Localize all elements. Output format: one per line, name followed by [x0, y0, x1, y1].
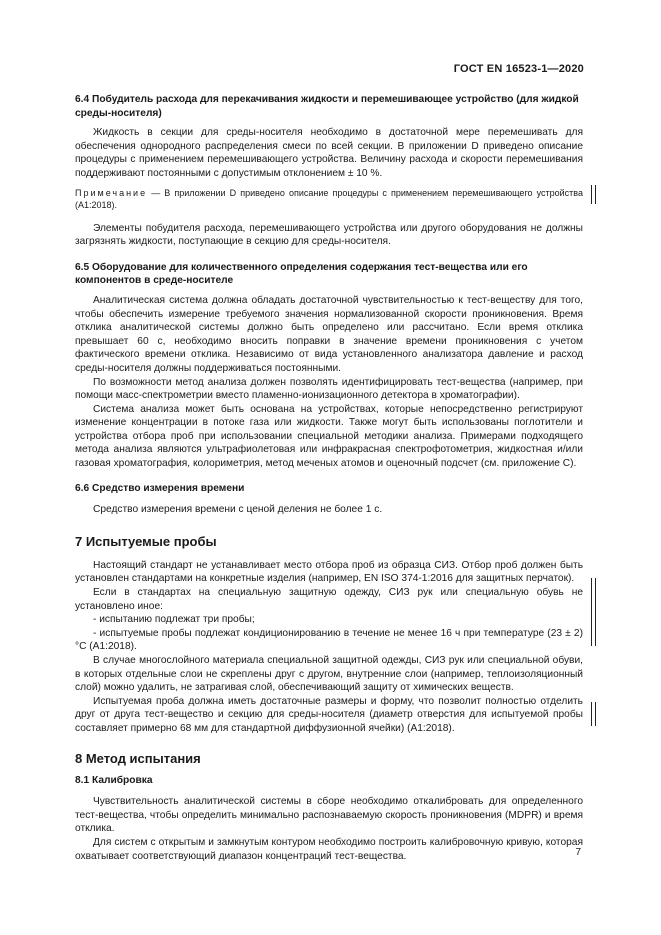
change-bar-section-7-list [591, 578, 595, 646]
document-header-id: ГОСТ EN 16523-1—2020 [453, 63, 584, 75]
section-7-list-item-1: - испытанию подлежат три пробы; [93, 614, 255, 626]
section-7-paragraph-2: Если в стандартах на специальную защитную одежду, СИЗ рук или специальную обувь не установлено иное: [75, 587, 583, 612]
section-8-1-paragraph-1: Чувствительность аналитической системы в сборе необходимо откалибровать для определенного тест-вещества, чтобы определить минимально распознаваемую скорость проникновения (MDPR) и время отклика. [75, 796, 583, 835]
section-7-paragraph-3: В случае многослойного материала специальной защитной одежды, СИЗ рук или специальной обуви, в которых отдельные слои не скреплены друг с другом, внутренние слои (например, теплоизоляционный слой) можно удалить, не затрагивая слой, обеспечивающий защиту от химических веществ. [75, 655, 583, 694]
section-8-1-paragraph-2: Для систем с открытым и замкнутым контуром необходимо построить калибровочную кривую, которая охватывает соответствующий диапазон концентраций тест-вещества. [75, 836, 583, 862]
section-6-4-title: 6.4 Побудитель расхода для перекачивания жидкости и перемешивающее устройство (для жидкой среды-носителя) [75, 94, 579, 119]
change-bar-section-7-sample-size [591, 702, 595, 726]
section-7-title: 7 Испытуемые пробы [75, 533, 217, 549]
section-6-6-paragraph-1: Средство измерения времени с ценой деления не более 1 с. [93, 504, 383, 516]
section-6-5-paragraph-1: Аналитическая система должна обладать достаточной чувствительностью к тест-веществу для того, чтобы обеспечить измерение требуемого значения нормализованной скорости проникновения. Время отклика аналитической системы должно быть определено или рассчитано. Если время отклика превышает 60 с, необходимо вносить поправки в значение времени проникновения с учетом фактического времени отклика. Независимо от вида установленного анализатора давление и расход среды-носителя должны поддерживаться постоянными. [75, 294, 583, 374]
section-6-4-paragraph-2: Элементы побудителя расхода, перемешивающего устройства или другого оборудования не должны загрязнять жидкости, поступающие в секцию для среды-носителя. [75, 222, 583, 248]
section-6-4-note [75, 187, 583, 212]
section-6-4-paragraph-1: Жидкость в секции для среды-носителя необходимо в достаточной мере перемешивать для обеспечения однородного распределения смеси по всей секции. В приложении D приведено описание процедуры с применением перемешивающего устройства. Величину расхода и скорости перемешивания поддерживают постоянными с допустимым отклонением ± 10 %. [75, 127, 583, 179]
page-number: 7 [575, 847, 581, 858]
section-6-5-paragraph-2: По возможности метод анализа должен позволять идентифицировать тест-вещества (например, при помощи масс-спектрометрии вместо пламенно-ионизационного детектора в хроматографии). [75, 376, 583, 402]
section-8-title: 8 Метод испытания [75, 750, 201, 766]
section-7-paragraph-4: Испытуемая проба должна иметь достаточные размеры и форму, что позволит полностью отделить друг от друга тест-вещество и секцию для среды-носителя (диаметр отверстия для испытуемой пробы составляет примерно 68 мм для стандартной диффузионной ячейки) (А1:2018). [75, 695, 583, 734]
section-7-paragraph-1: Настоящий стандарт не устанавливает место отбора проб из образца СИЗ. Отбор проб должен быть установлен стандартами на конкретные изделия (например, EN ISO 374-1:2016 для защитных перчаток). [75, 559, 583, 585]
note-text: — В приложении D приведено описание процедуры с применением перемешивающего устройства (А1:2018). [75, 187, 583, 211]
section-6-5-paragraph-3: Система анализа может быть основана на устройствах, которые непосредственно регистрируют изменение концентрации в потоке газа или жидкости. Также могут быть использованы поглотители и устройства отбора проб при использовании специальной методики анализа. Примерами подходящего метода анализа являются ультрафиолетовая или инфракрасная спектрофотометрия, жидкостная и/или газовая хроматография, колориметрия, метод меченых атомов и оценочный подсчет (см. приложение С). [75, 403, 583, 470]
page-content [75, 93, 583, 863]
section-7-list-item-2: - испытуемые пробы подлежат кондиционированию в течение не менее 16 ч при температуре (23 ± 2) °С (А1:2018). [75, 627, 583, 653]
section-6-5-title: 6.5 Оборудование для количественного определения содержания тест-вещества или его компонентов в среде-носителе [75, 261, 528, 287]
change-bar-note [591, 185, 595, 204]
section-6-6-title: 6.6 Средство измерения времени [75, 482, 245, 494]
note-label: Примечание [75, 187, 148, 198]
section-8-1-title: 8.1 Калибровка [75, 774, 153, 786]
